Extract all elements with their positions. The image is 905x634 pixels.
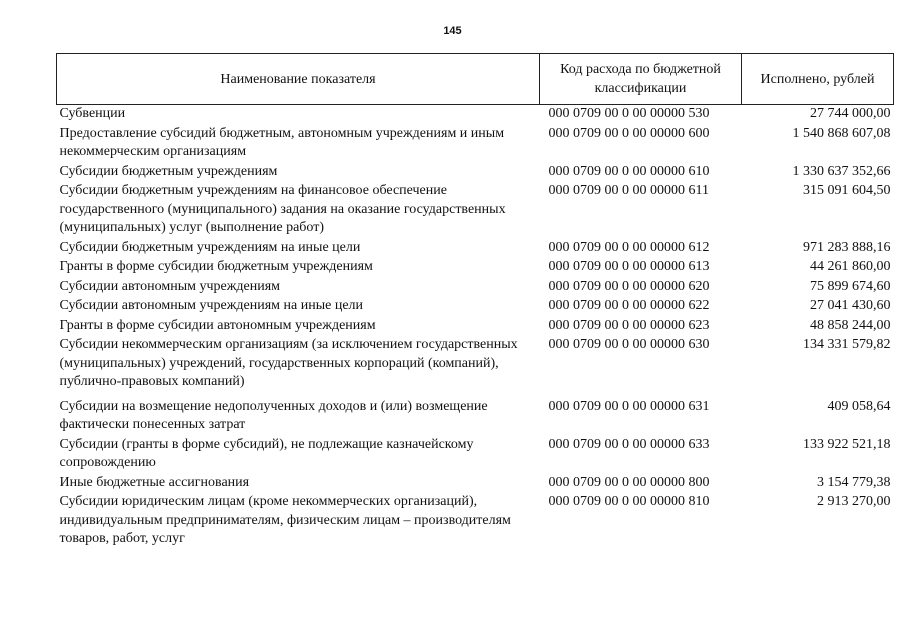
table-row: [57, 436, 894, 474]
table-row: [57, 105, 894, 125]
row-name: Субсидии бюджетным учреждениям на иные цели: [59, 239, 361, 255]
row-code: 000 0709 00 0 00 00000 622: [548, 298, 710, 313]
row-name: Иные бюджетные ассигнования: [59, 474, 250, 490]
row-name: Гранты в форме субсидии автономным учреждениям: [59, 317, 376, 333]
table-row: [57, 493, 894, 550]
row-code: 000 0709 00 0 00 00000 610: [548, 163, 710, 179]
row-code: 000 0709 00 0 00 00000 620: [548, 278, 710, 294]
table-row: [57, 336, 894, 393]
table-row: [57, 297, 894, 317]
table-row: [57, 163, 894, 183]
table-row: [57, 278, 894, 298]
row-name: Предоставление субсидий бюджетным, автономным учреждениям и иным некоммерческим организациям: [59, 125, 505, 159]
row-amount: 1 330 637 352,66: [792, 163, 891, 179]
table-row: [57, 258, 894, 278]
table-row: [57, 125, 894, 163]
row-name: Субсидии бюджетным учреждениям: [59, 163, 278, 179]
row-amount: 75 899 674,60: [810, 278, 891, 294]
table-row: [57, 239, 894, 259]
row-name: Субвенции: [59, 106, 126, 121]
row-name: Субсидии некоммерческим организациям (за исключением государственных (муниципальных) учреждений, государственных корпораций (компаний), публично-правовых компаний): [59, 337, 518, 389]
row-name: Субсидии юридическим лицам (кроме некоммерческих организаций), индивидуальным предпринимателям, физическим лицам – производителям товаров, работ, услуг: [59, 494, 511, 546]
header-budget-code: Код расхода по бюджетной классификации: [540, 54, 742, 105]
table-body: [57, 105, 894, 550]
table-row: [57, 182, 894, 239]
row-code: 000 0709 00 0 00 00000 600: [548, 125, 710, 141]
row-code: 000 0709 00 0 00 00000 613: [548, 259, 710, 274]
row-amount: 409 058,64: [827, 398, 891, 414]
header-executed-amount: Исполнено, рублей: [742, 54, 894, 105]
row-amount: 1 540 868 607,08: [792, 125, 891, 141]
row-amount: 27 744 000,00: [810, 106, 891, 121]
row-amount: 315 091 604,50: [803, 183, 891, 198]
row-code: 000 0709 00 0 00 00000 631: [548, 398, 710, 414]
page-number: 145: [443, 25, 462, 37]
row-amount: 133 922 521,18: [803, 436, 891, 452]
table-row: [57, 393, 894, 436]
row-amount: 2 913 270,00: [817, 494, 891, 509]
row-name: Субсидии (гранты в форме субсидий), не подлежащие казначейскому сопровождению: [59, 436, 474, 470]
table-row: [57, 317, 894, 337]
row-amount: 27 041 430,60: [810, 298, 891, 313]
row-code: 000 0709 00 0 00 00000 623: [548, 317, 710, 333]
row-amount: 48 858 244,00: [810, 317, 891, 333]
budget-execution-table: [56, 53, 894, 550]
row-code: 000 0709 00 0 00 00000 611: [548, 183, 709, 198]
row-code: 000 0709 00 0 00 00000 530: [548, 106, 710, 121]
row-code: 000 0709 00 0 00 00000 630: [548, 337, 710, 352]
row-amount: 44 261 860,00: [810, 259, 891, 274]
row-name: Субсидии на возмещение недополученных доходов и (или) возмещение фактически понесенных затрат: [59, 398, 488, 432]
table-header: [57, 54, 894, 105]
header-row: [57, 54, 894, 105]
row-name: Гранты в форме субсидии бюджетным учреждениям: [59, 259, 373, 274]
row-amount: 134 331 579,82: [803, 337, 891, 352]
row-code: 000 0709 00 0 00 00000 612: [548, 239, 710, 255]
row-name: Субсидии автономным учреждениям: [59, 278, 281, 294]
row-code: 000 0709 00 0 00 00000 633: [548, 436, 710, 452]
table-row: [57, 474, 894, 494]
row-code: 000 0709 00 0 00 00000 800: [548, 474, 710, 490]
row-amount: 971 283 888,16: [803, 239, 891, 255]
header-indicator-name: Наименование показателя: [57, 54, 540, 105]
row-name: Субсидии бюджетным учреждениям на финансовое обеспечение государственного (муниципального) задания на оказание государственных (муниципальных) услуг (выполнение работ): [59, 183, 506, 235]
row-amount: 3 154 779,38: [817, 474, 891, 490]
row-name: Субсидии автономным учреждениям на иные цели: [59, 298, 364, 313]
row-code: 000 0709 00 0 00 00000 810: [548, 494, 710, 509]
